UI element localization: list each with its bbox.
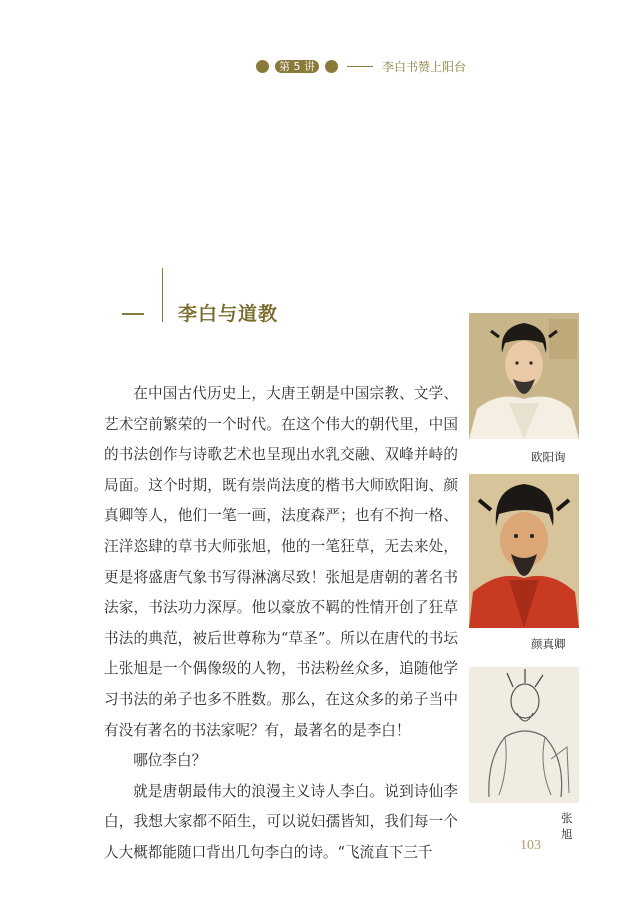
chapter-badge: 第 5 讲 xyxy=(275,60,319,73)
figure-ouyangxun xyxy=(469,313,579,464)
figure-zhangxu xyxy=(469,667,579,841)
paragraph: 就是唐朝最伟大的浪漫主义诗人李白。说到诗仙李白，我想大家都不陌生，可以说妇孺皆知，我们每一个人大概都能随口背出几句李白的诗。“飞流直下三千 xyxy=(104,782,458,861)
header-ornament xyxy=(256,60,269,73)
portrait-zhangxu xyxy=(469,667,579,803)
figure-caption: 张旭 xyxy=(561,811,573,841)
page-number: 103 xyxy=(520,838,541,853)
figure-caption: 颜真卿 xyxy=(531,637,566,651)
body-text xyxy=(104,379,458,869)
paragraph: 在中国古代历史上，大唐王朝是中国宗教、文学、艺术空前繁荣的一个时代。在这个伟大的朝代里，中国的书法创作与诗歌艺术也呈现出水乳交融、双峰并峙的局面。这个时期，既有崇尚法度的楷书大师欧阳询、颜真卿等人，他们一笔一画，法度森严；也有不拘一格、汪洋恣肆的草书大师张旭，他的一笔狂草，无去来处，更是将盛唐气象书写得淋漓尽致！张旭是唐朝的著名书法家，书法功力深厚。他以豪放不羁的性情开创了狂草书法的典范，被后世尊称为“草圣”。所以在唐代的书坛上张旭是一个偶像级的人物，书法粉丝众多，追随他学习书法的弟子也多不胜数。那么，在这众多的弟子当中有没有著名的书法家呢？有，最著名的是李白！ xyxy=(104,385,458,739)
portrait-ouyangxun xyxy=(469,313,579,439)
header-ornament xyxy=(325,60,338,73)
figure-caption: 欧阳询 xyxy=(531,450,566,464)
section-divider xyxy=(162,268,163,322)
header-rule xyxy=(347,66,373,67)
running-header xyxy=(256,58,466,75)
paragraph: 哪位李白？ xyxy=(133,752,207,770)
chapter-title: 李白书赞上阳台 xyxy=(381,60,466,74)
figure-yanzhenqing xyxy=(469,474,579,651)
section-title: 李白与道教 xyxy=(178,303,279,325)
portrait-yanzhenqing xyxy=(469,474,579,628)
section-number xyxy=(122,313,144,315)
